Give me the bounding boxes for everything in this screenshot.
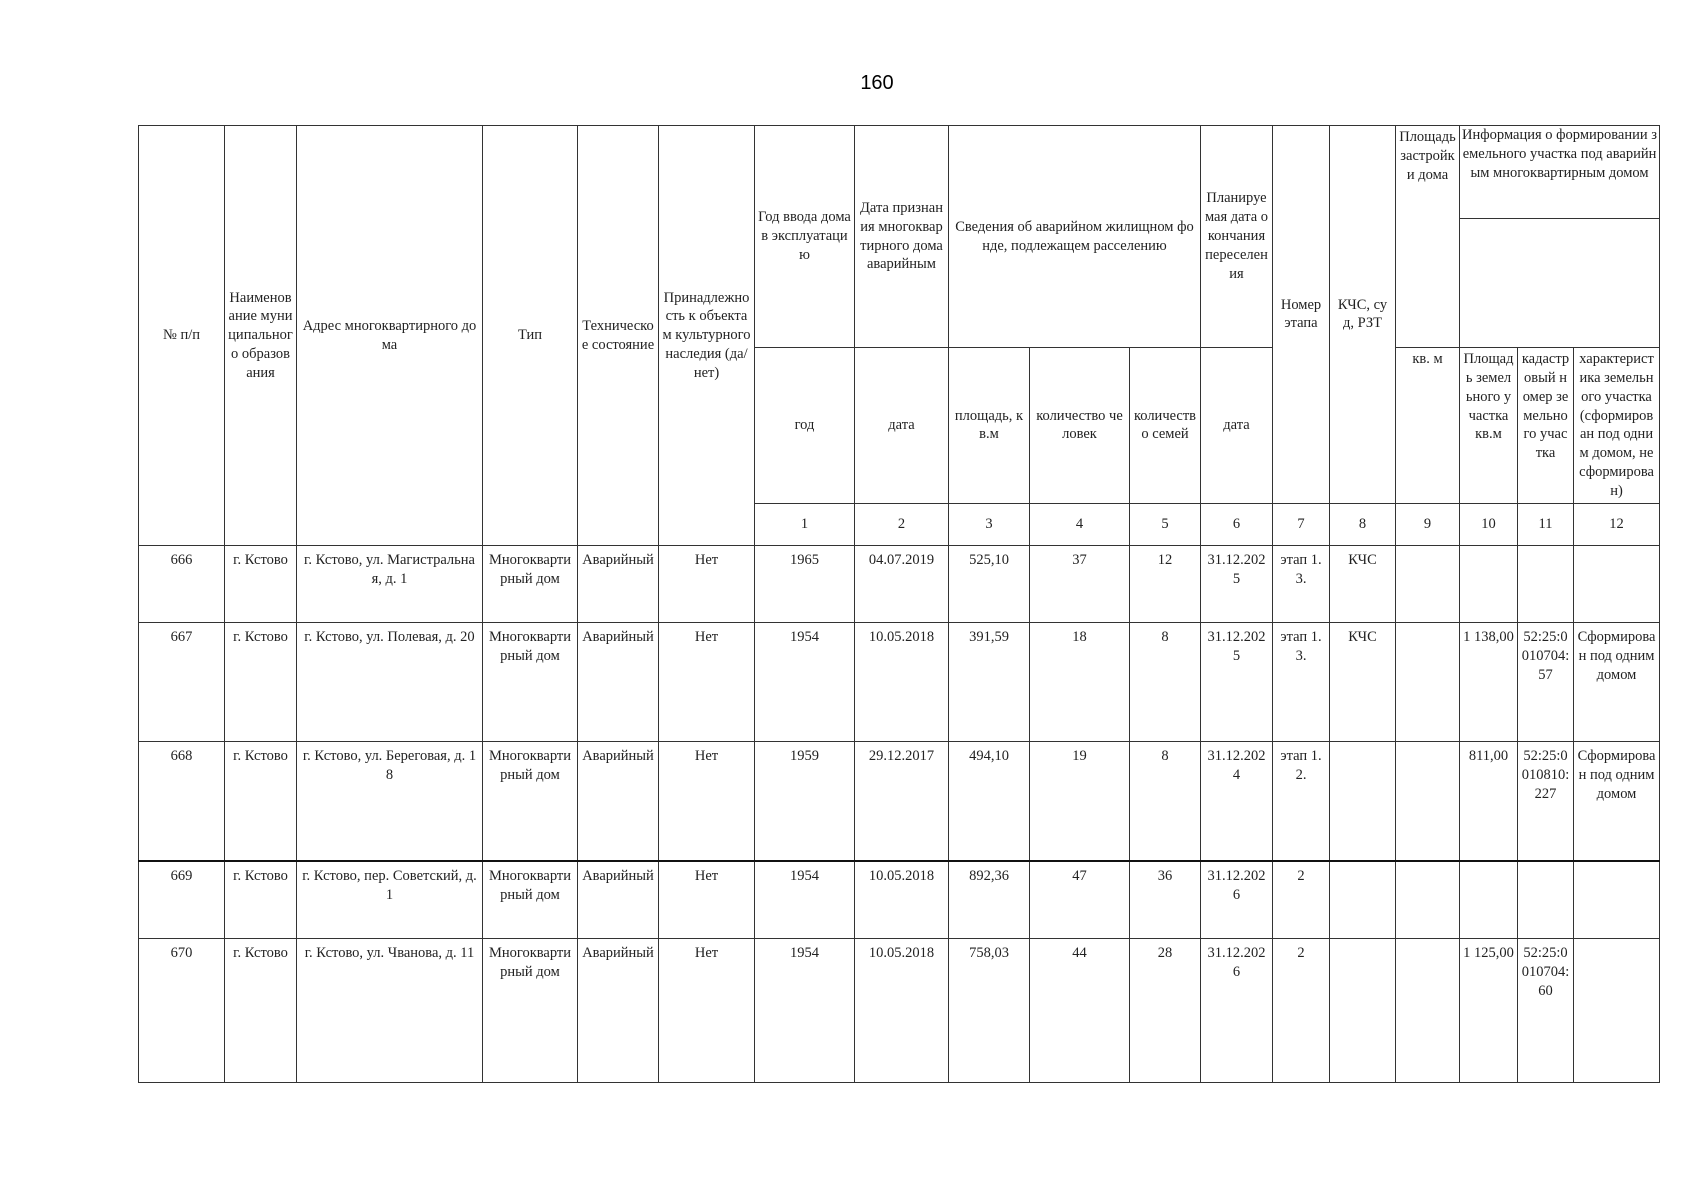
cell-year: 1954 — [755, 861, 855, 939]
header-unit-area: площадь, кв.м — [949, 348, 1030, 504]
cell-stage: этап 1.2. — [1273, 742, 1330, 862]
cell-planned-date: 31.12.2025 — [1201, 623, 1273, 742]
header-cadastral: кадастровый номер земельного участка — [1518, 348, 1574, 504]
cell-municipality: г. Кстово — [225, 861, 297, 939]
header-unit-people: количество человек — [1030, 348, 1130, 504]
header-housing-info: Сведения об аварийном жилищном фонде, подлежащем расселению — [949, 126, 1201, 348]
cell-planned-date: 31.12.2024 — [1201, 742, 1273, 862]
cell-address: г. Кстово, ул. Береговая, д. 18 — [297, 742, 483, 862]
header-stage: Номер этапа — [1273, 126, 1330, 504]
column-number: 7 — [1273, 503, 1330, 546]
column-number: 2 — [855, 503, 949, 546]
cell-recognition-date: 10.05.2018 — [855, 939, 949, 1083]
emergency-housing-table — [138, 125, 1660, 1083]
table-row — [139, 861, 1660, 939]
cell-cadastral: 52:25:0010704:57 — [1518, 623, 1574, 742]
cell-num: 666 — [139, 546, 225, 623]
cell-address: г. Кстово, ул. Чванова, д. 11 — [297, 939, 483, 1083]
header-land-info — [1460, 126, 1660, 348]
table-row — [139, 939, 1660, 1083]
cell-area: 391,59 — [949, 623, 1030, 742]
cell-municipality: г. Кстово — [225, 623, 297, 742]
header-land-area-label: Площадь земельного участка — [1463, 351, 1514, 424]
cell-kchs: КЧС — [1330, 546, 1396, 623]
cell-land-status: Сформирован под одним домом — [1574, 742, 1660, 862]
cell-type: Многоквартирный дом — [483, 623, 578, 742]
header-unit-planned-date: дата — [1201, 348, 1273, 504]
cell-type: Многоквартирный дом — [483, 546, 578, 623]
column-number: 4 — [1030, 503, 1130, 546]
table-row — [139, 546, 1660, 623]
cell-people: 37 — [1030, 546, 1130, 623]
cell-people: 19 — [1030, 742, 1130, 862]
cell-built-area — [1396, 623, 1460, 742]
cell-people: 47 — [1030, 861, 1130, 939]
cell-land-area — [1460, 546, 1518, 623]
table-row — [139, 742, 1660, 862]
cell-num: 667 — [139, 623, 225, 742]
cell-built-area — [1396, 939, 1460, 1083]
cell-heritage: Нет — [659, 939, 755, 1083]
column-number: 12 — [1574, 503, 1660, 546]
header-unit-year: год — [755, 348, 855, 504]
cell-year: 1965 — [755, 546, 855, 623]
page-number: 160 — [860, 72, 894, 94]
cell-num: 668 — [139, 742, 225, 862]
cell-cadastral: 52:25:0010704:60 — [1518, 939, 1574, 1083]
cell-kchs — [1330, 939, 1396, 1083]
header-year: Год ввода дома в эксплуатацию — [755, 126, 855, 348]
cell-stage: этап 1.3. — [1273, 546, 1330, 623]
cell-num: 669 — [139, 861, 225, 939]
column-number: 10 — [1460, 503, 1518, 546]
header-planned-date: Планируемая дата окончания переселения — [1201, 126, 1273, 348]
cell-people: 18 — [1030, 623, 1130, 742]
header-row-number: № п/п — [139, 126, 225, 546]
cell-land-status: Сформирован под одним домом — [1574, 623, 1660, 742]
column-number: 5 — [1130, 503, 1201, 546]
cell-cadastral: 52:25:0010810:227 — [1518, 742, 1574, 862]
column-number: 3 — [949, 503, 1030, 546]
header-heritage: Принадлежность к объектам культурного наследия (да/нет) — [659, 126, 755, 546]
header-recognition-date: Дата признания многоквартирного дома аварийным — [855, 126, 949, 348]
cell-land-area: 1 125,00 — [1460, 939, 1518, 1083]
table-row — [139, 623, 1660, 742]
header-land-info-title: Информация о формировании земельного участка под аварийным многоквартирным домом — [1460, 126, 1659, 219]
cell-address: г. Кстово, пер. Советский, д. 1 — [297, 861, 483, 939]
cell-recognition-date: 04.07.2019 — [855, 546, 949, 623]
header-unit-date: дата — [855, 348, 949, 504]
cell-planned-date: 31.12.2026 — [1201, 861, 1273, 939]
header-unit-families: количество семей — [1130, 348, 1201, 504]
cell-recognition-date: 10.05.2018 — [855, 623, 949, 742]
cell-heritage: Нет — [659, 742, 755, 862]
cell-heritage: Нет — [659, 861, 755, 939]
cell-families: 8 — [1130, 742, 1201, 862]
cell-land-status — [1574, 861, 1660, 939]
header-land-area — [1460, 348, 1518, 504]
cell-built-area — [1396, 546, 1460, 623]
cell-land-status — [1574, 546, 1660, 623]
cell-address: г. Кстово, ул. Магистральная, д. 1 — [297, 546, 483, 623]
cell-condition: Аварийный — [578, 546, 659, 623]
cell-planned-date: 31.12.2026 — [1201, 939, 1273, 1083]
cell-built-area — [1396, 742, 1460, 862]
cell-stage: этап 1.3. — [1273, 623, 1330, 742]
cell-recognition-date: 29.12.2017 — [855, 742, 949, 862]
cell-land-area: 811,00 — [1460, 742, 1518, 862]
cell-families: 36 — [1130, 861, 1201, 939]
cell-stage: 2 — [1273, 861, 1330, 939]
header-type: Тип — [483, 126, 578, 546]
cell-condition: Аварийный — [578, 939, 659, 1083]
cell-land-status — [1574, 939, 1660, 1083]
column-number: 9 — [1396, 503, 1460, 546]
cell-year: 1959 — [755, 742, 855, 862]
header-land-status: характеристика земельного участка (сформирован под одним домом, не сформирован) — [1574, 348, 1660, 504]
cell-num: 670 — [139, 939, 225, 1083]
header-land-area-unit: кв.м — [1475, 426, 1502, 443]
cell-type: Многоквартирный дом — [483, 742, 578, 862]
cell-year: 1954 — [755, 939, 855, 1083]
cell-type: Многоквартирный дом — [483, 861, 578, 939]
cell-municipality: г. Кстово — [225, 939, 297, 1083]
header-built-area: Площадь застройки дома — [1396, 126, 1460, 348]
cell-area: 892,36 — [949, 861, 1030, 939]
cell-families: 28 — [1130, 939, 1201, 1083]
header-address: Адрес многоквартирного дома — [297, 126, 483, 546]
cell-condition: Аварийный — [578, 623, 659, 742]
cell-land-area — [1460, 861, 1518, 939]
cell-cadastral — [1518, 546, 1574, 623]
header-municipality: Наименование муниципального образования — [225, 126, 297, 546]
cell-kchs — [1330, 861, 1396, 939]
column-number: 8 — [1330, 503, 1396, 546]
cell-condition: Аварийный — [578, 742, 659, 862]
cell-planned-date: 31.12.2025 — [1201, 546, 1273, 623]
column-number: 6 — [1201, 503, 1273, 546]
cell-recognition-date: 10.05.2018 — [855, 861, 949, 939]
header-unit-built-area: кв. м — [1396, 348, 1460, 504]
cell-people: 44 — [1030, 939, 1130, 1083]
cell-condition: Аварийный — [578, 861, 659, 939]
cell-address: г. Кстово, ул. Полевая, д. 20 — [297, 623, 483, 742]
cell-area: 525,10 — [949, 546, 1030, 623]
cell-cadastral — [1518, 861, 1574, 939]
cell-type: Многоквартирный дом — [483, 939, 578, 1083]
header-condition: Техническое состояние — [578, 126, 659, 546]
cell-kchs — [1330, 742, 1396, 862]
cell-families: 12 — [1130, 546, 1201, 623]
header-kchs: КЧС, суд, РЗТ — [1330, 126, 1396, 504]
cell-area: 758,03 — [949, 939, 1030, 1083]
cell-year: 1954 — [755, 623, 855, 742]
cell-municipality: г. Кстово — [225, 742, 297, 862]
column-number: 11 — [1518, 503, 1574, 546]
cell-heritage: Нет — [659, 546, 755, 623]
cell-stage: 2 — [1273, 939, 1330, 1083]
column-number: 1 — [755, 503, 855, 546]
cell-area: 494,10 — [949, 742, 1030, 862]
cell-municipality: г. Кстово — [225, 546, 297, 623]
cell-families: 8 — [1130, 623, 1201, 742]
cell-built-area — [1396, 861, 1460, 939]
cell-kchs: КЧС — [1330, 623, 1396, 742]
cell-heritage: Нет — [659, 623, 755, 742]
cell-land-area: 1 138,00 — [1460, 623, 1518, 742]
